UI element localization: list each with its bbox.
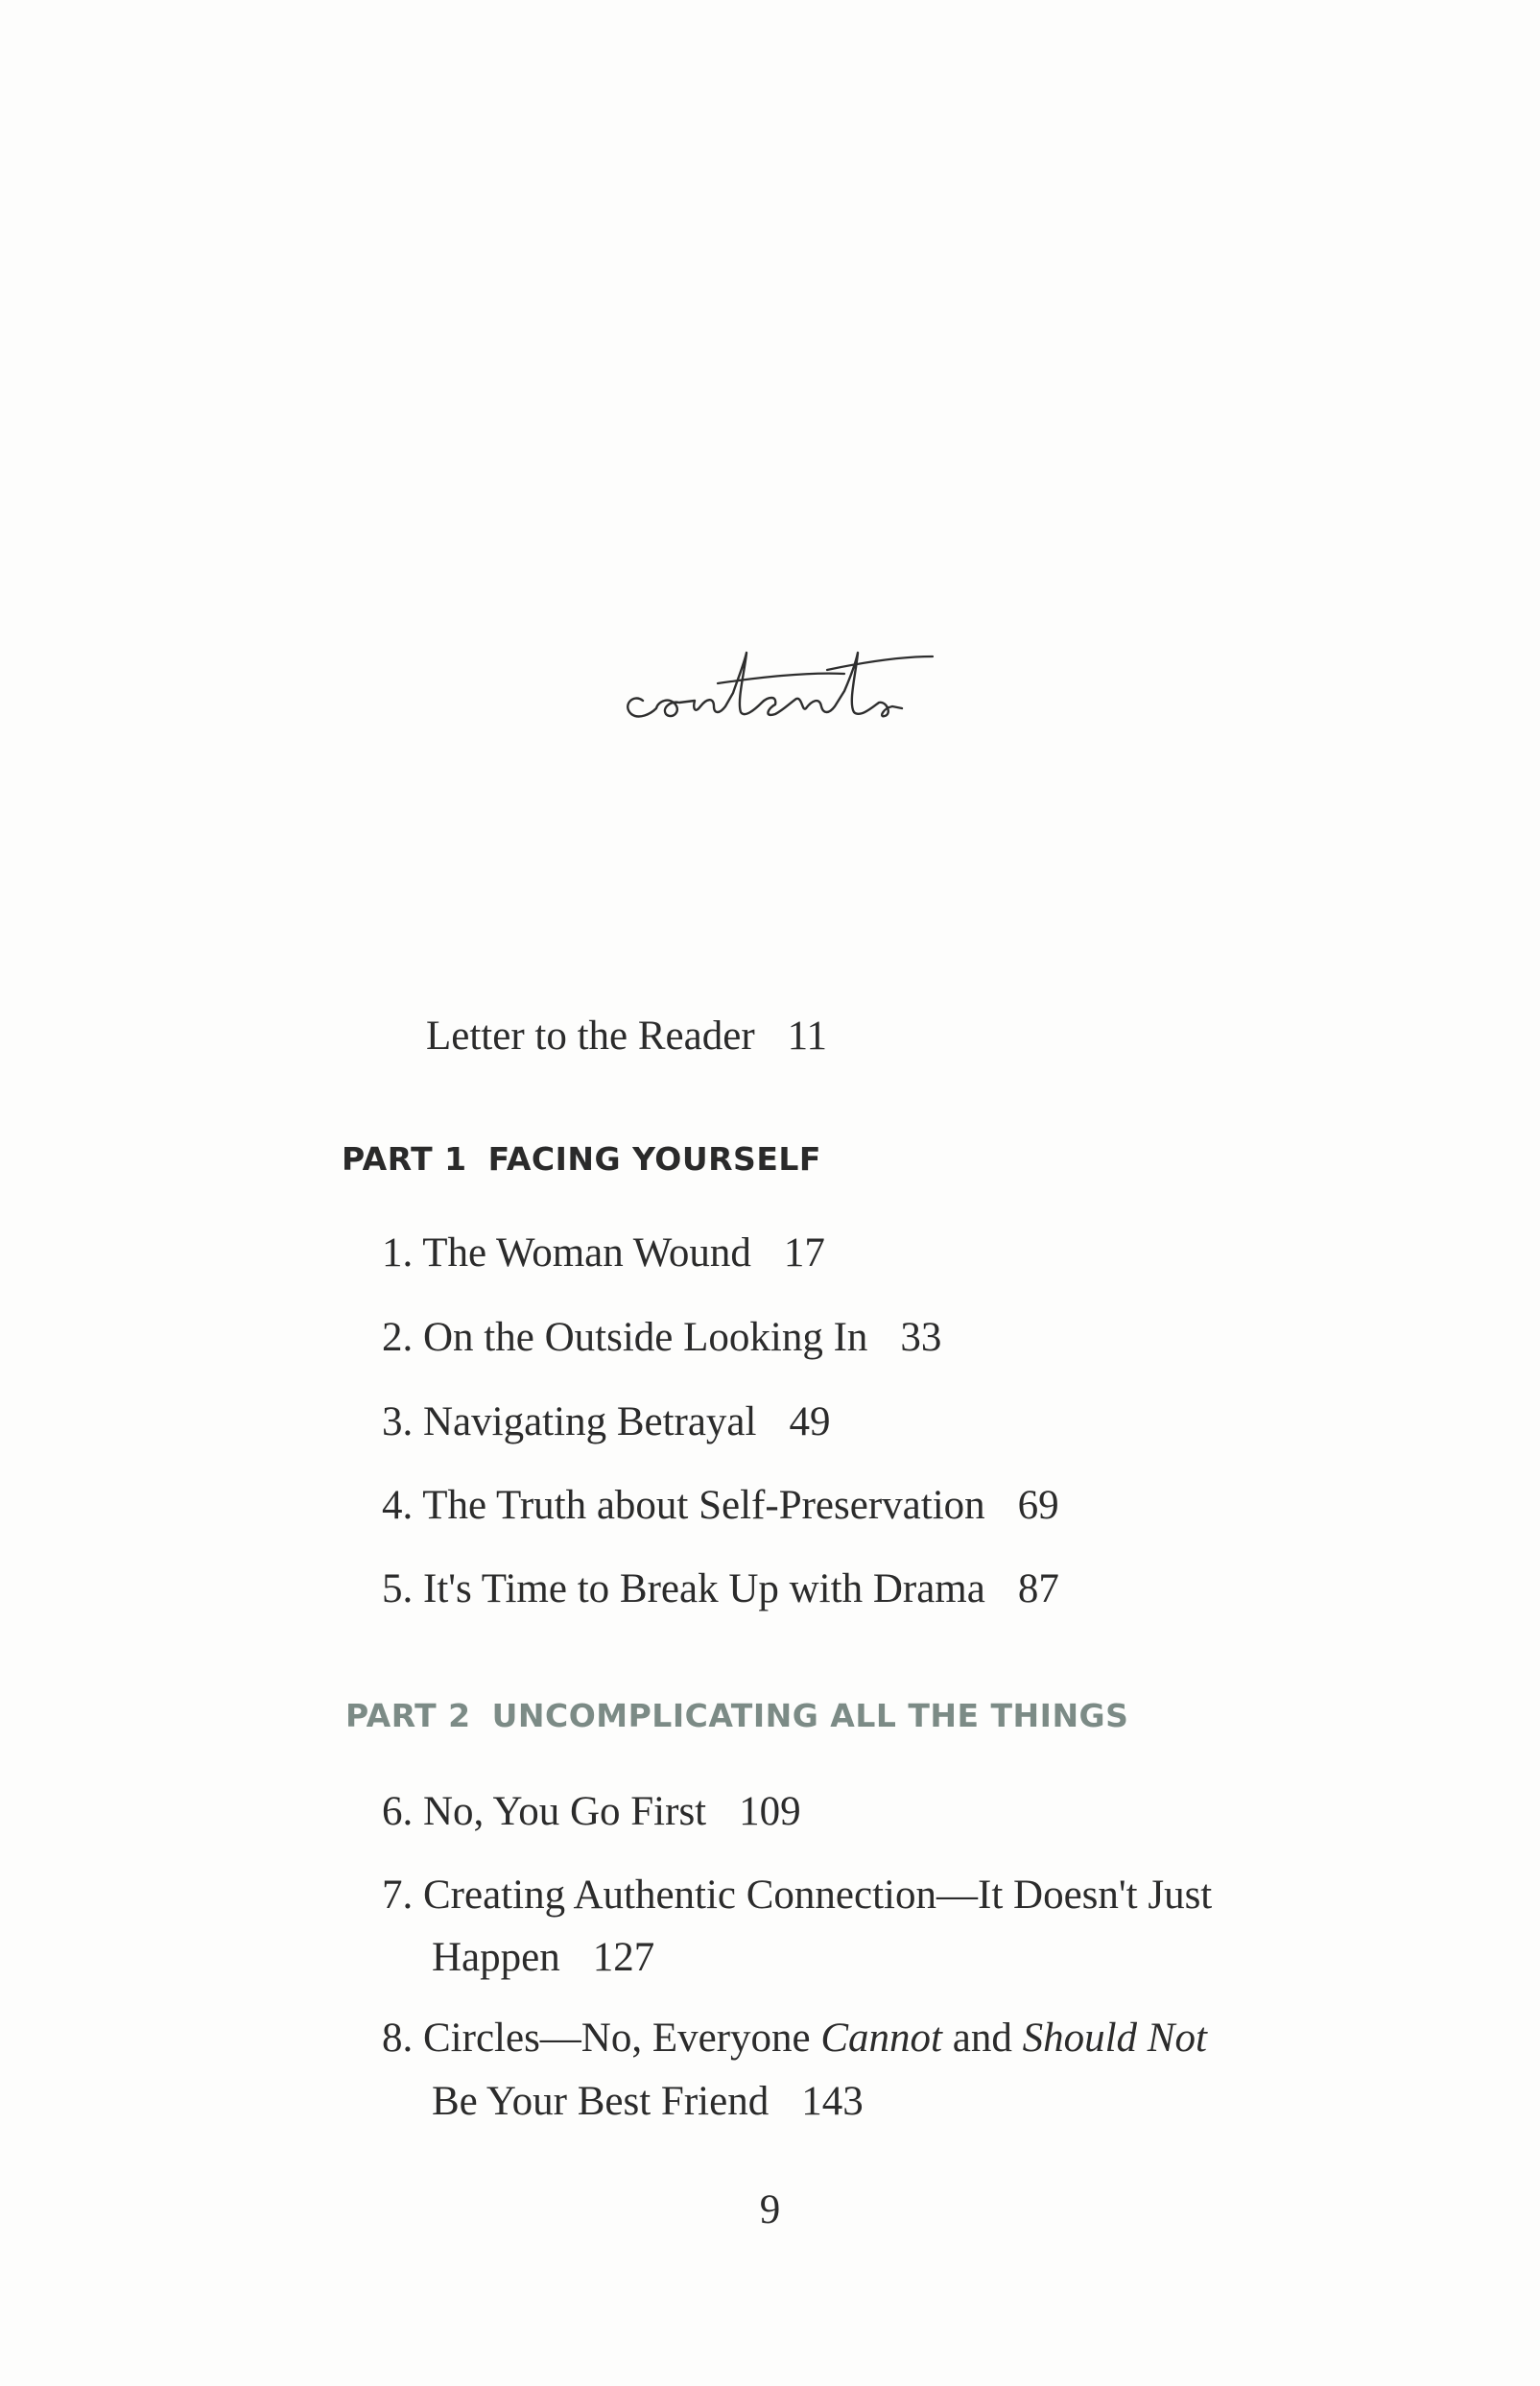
part-label: PART 2 [345, 1697, 471, 1734]
toc-entry-title-line2: Happen [432, 1935, 560, 1980]
toc-entry-chapter-8-cont[interactable] [432, 2081, 864, 2122]
chapter-number: 8. [382, 2016, 414, 2061]
chapter-number: 4. [382, 1483, 414, 1528]
part-2-heading [345, 1697, 1128, 1734]
toc-entry-title-line1: Creating Authentic Connection—It Doesn't Just [423, 1873, 1213, 1918]
part-name: UNCOMPLICATING ALL THE THINGS [491, 1697, 1129, 1734]
toc-entry-page: 87 [1017, 1566, 1059, 1611]
toc-entry-title: Navigating Betrayal [423, 1399, 757, 1444]
toc-entry-title-line2: Be Your Best Friend [432, 2079, 770, 2124]
toc-entry-chapter-2[interactable] [382, 1317, 941, 1358]
toc-entry-chapter-7[interactable] [382, 1874, 1212, 1916]
toc-entry-page: 11 [787, 1014, 828, 1059]
toc-entry-chapter-1[interactable] [382, 1232, 825, 1274]
toc-entry-title: No, You Go First [423, 1789, 707, 1834]
chapter-number: 7. [382, 1873, 414, 1918]
toc-entry-title-italic1: Cannot [820, 2016, 942, 2061]
chapter-number: 6. [382, 1789, 414, 1834]
toc-entry-title-italic2: Should Not [1022, 2016, 1207, 2061]
chapter-number: 5. [382, 1566, 414, 1611]
toc-entry-chapter-5[interactable] [382, 1568, 1059, 1610]
toc-entry-title-part2: and [942, 2016, 1023, 2061]
toc-entry-chapter-4[interactable] [382, 1485, 1059, 1526]
toc-entry-title: The Woman Wound [422, 1230, 751, 1276]
toc-entry-title: The Truth about Self-Preservation [422, 1483, 985, 1528]
toc-entry-letter[interactable] [426, 1015, 827, 1057]
part-label: PART 1 [342, 1140, 467, 1178]
toc-entry-page: 143 [801, 2079, 864, 2124]
contents-title [614, 614, 1036, 749]
part-name: FACING YOURSELF [487, 1140, 821, 1178]
toc-entry-title: It's Time to Break Up with Drama [423, 1566, 985, 1611]
toc-entry-title: Letter to the Reader [426, 1014, 755, 1059]
contents-script-heading [614, 614, 1036, 749]
toc-entry-page: 17 [783, 1230, 825, 1276]
page-number: 9 [759, 2187, 781, 2232]
chapter-number: 1. [382, 1230, 414, 1276]
toc-entry-page: 109 [739, 1789, 801, 1834]
toc-entry-chapter-8[interactable] [382, 2017, 1207, 2059]
toc-entry-page: 127 [592, 1935, 655, 1980]
toc-entry-title: On the Outside Looking In [423, 1315, 868, 1360]
toc-entry-page: 69 [1017, 1483, 1059, 1528]
toc-entry-page: 33 [900, 1315, 942, 1360]
chapter-number: 2. [382, 1315, 414, 1360]
toc-entry-chapter-3[interactable] [382, 1401, 830, 1443]
part-1-heading [342, 1140, 821, 1178]
toc-entry-chapter-7-cont[interactable] [432, 1937, 654, 1978]
toc-entry-chapter-6[interactable] [382, 1791, 801, 1832]
chapter-number: 3. [382, 1399, 414, 1444]
toc-entry-title-part1: Circles—No, Everyone [423, 2016, 821, 2061]
toc-entry-page: 49 [789, 1399, 831, 1444]
